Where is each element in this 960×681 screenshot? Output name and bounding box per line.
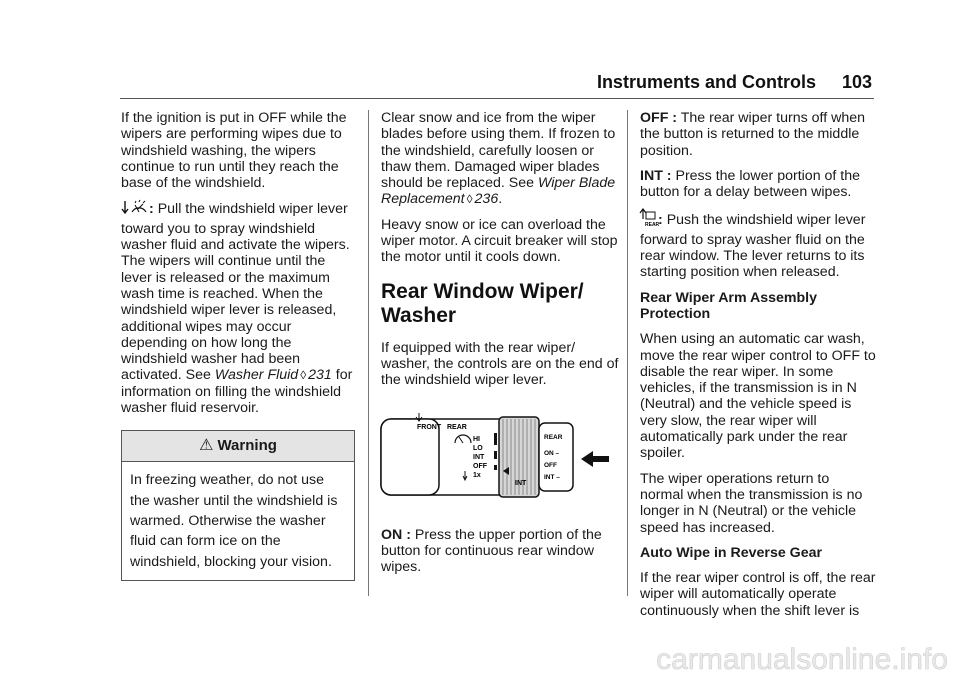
warning-title-bar: ⚠ Warning xyxy=(122,431,354,462)
washer-paragraph: : Pull the windshield wiper lever toward you to spray windshield washer fluid and activate the wipers. The wipers will continue until the lever is released or the maximum wash time is reached. When the windshield wiper lever is released, additional wipes may occur depending on how long the windshield washer had been activated. See Washer Fluid ◊ 231 for information on filling the windshield washer fluid reservoir. xyxy=(121,201,353,417)
washer-fluid-link[interactable]: Washer Fluid xyxy=(214,367,299,384)
on-paragraph: ON : Press the upper portion of the button for continuous rear window wipes. xyxy=(381,526,602,576)
lever-off-label: OFF xyxy=(473,462,487,470)
clear-snow-paragraph: Clear snow and ice from the wiper blades before using them. If frozen to the windshield, carefully loosen or thaw them. Damaged wiper blades should be replaced. See Wiper Blade Replacement ◊ 236. xyxy=(381,110,616,208)
page-header xyxy=(590,72,872,93)
page-number: 103 xyxy=(841,72,872,92)
int-paragraph: INT : Press the lower portion of the button for a delay between wipes. xyxy=(640,167,861,201)
column-2 xyxy=(381,110,621,584)
lever-on-label: ON – xyxy=(544,449,560,457)
protection-paragraph: When using an automatic car wash, move the rear wiper control to OFF to disable the rear wiper. In some vehicles, if the transmission is in N (Neutral) and the vehicle speed is very slow, the rear wiper will automatically park under the rear spoiler. xyxy=(640,331,876,462)
auto-wipe-subheading: Auto Wipe in Reverse Gear xyxy=(640,544,822,561)
rear-wiper-intro: If equipped with the rear wiper/ washer, the controls are on the end of the windshield wiper lever. xyxy=(381,339,619,389)
lever-mist-label: 1x xyxy=(473,471,481,479)
heavy-snow-paragraph: Heavy snow or ice can overload the wiper motor. A circuit breaker will stop the motor until it cools down. xyxy=(381,216,618,266)
protection-subheading: Rear Wiper Arm Assembly Protection xyxy=(640,289,818,322)
lever-lo-label: LO xyxy=(473,444,483,452)
column-divider-1 xyxy=(368,110,369,596)
warning-icon: ⚠ xyxy=(199,437,214,455)
rear-washer-paragraph: REAR : Push the windshield wiper lever forward to spray washer fluid on the rear window. The lever returns to its starting position when released. xyxy=(640,209,876,280)
watermark-text: carmanualsonline.info xyxy=(656,643,948,676)
rear-wiper-heading: Rear Window Wiper/ Washer xyxy=(381,279,584,327)
warning-box xyxy=(121,430,355,580)
watermark xyxy=(560,642,952,676)
auto-wipe-paragraph: If the rear wiper control is off, the rear wiper will automatically operate continuously when the shift lever is xyxy=(640,570,876,619)
wiper-lever-illustration xyxy=(381,409,609,501)
return-normal-paragraph: The wiper operations return to normal when the transmission is no longer in N (Neutral) or the vehicle speed has increased. xyxy=(640,470,863,536)
windshield-washer-icon xyxy=(121,200,147,220)
wiper-blade-replacement-link[interactable]: Wiper Blade Replacement xyxy=(381,175,616,208)
lever-off2-label: OFF xyxy=(544,461,557,469)
section-title: Instruments and Controls xyxy=(596,72,816,92)
lever-front-label: FRONT xyxy=(417,423,442,431)
warning-body: In freezing weather, do not use the washer until the windshield is warmed. Otherwise the washer fluid can form ice on the windshield, blocking your vision. xyxy=(130,472,338,570)
lever-int2-label: INT xyxy=(515,479,527,487)
svg-text:REAR: REAR xyxy=(645,222,660,229)
header-rule xyxy=(120,98,874,99)
rear-washer-icon xyxy=(640,209,660,231)
off-paragraph: OFF : The rear wiper turns off when the button is returned to the middle position. xyxy=(640,110,865,159)
lever-int3-label: INT – xyxy=(544,473,560,481)
pointer-arrow-icon xyxy=(581,451,609,467)
lever-int-label: INT xyxy=(473,453,485,461)
column-3 xyxy=(640,110,876,628)
lever-rear-cap-label: REAR xyxy=(544,433,563,441)
lever-rear-label: REAR xyxy=(447,423,467,431)
column-1 xyxy=(121,110,359,581)
lever-hi-label: HI xyxy=(473,435,480,443)
ignition-off-paragraph: If the ignition is put in OFF while the wipers are performing wipes due to windshield washing, the wipers continue to run until they reach the base of the windshield. xyxy=(121,110,347,192)
column-divider-2 xyxy=(627,110,628,596)
